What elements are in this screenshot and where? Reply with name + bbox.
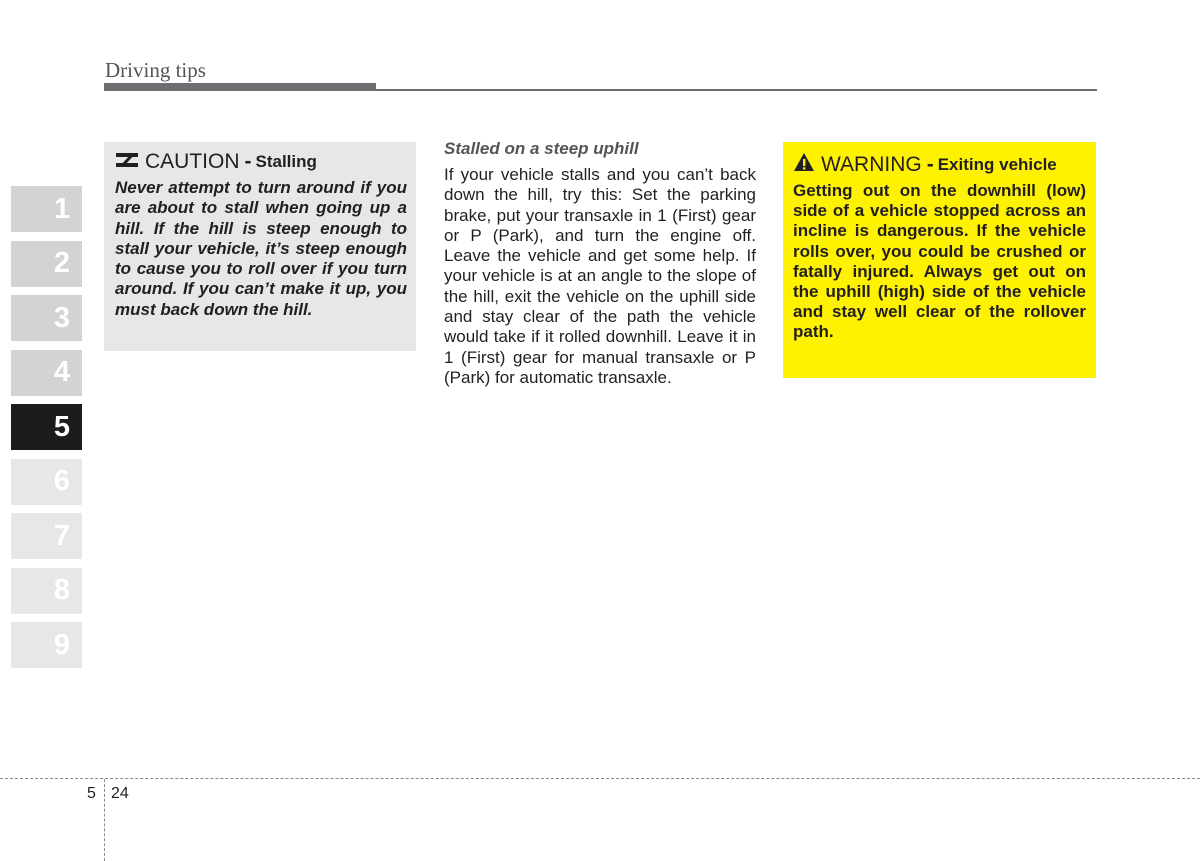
warning-box [783, 142, 1096, 378]
caution-heading [115, 150, 407, 174]
caution-separator: - [244, 150, 252, 173]
chapter-tab-7[interactable]: 7 [11, 513, 82, 559]
header-rule [104, 89, 1097, 91]
caution-box [104, 142, 416, 351]
chapter-tab-2[interactable]: 2 [11, 241, 82, 287]
chapter-tab-3[interactable]: 3 [11, 295, 82, 341]
footer-divider [0, 778, 1200, 779]
chapter-tab-4[interactable]: 4 [11, 350, 82, 396]
warning-text: Getting out on the downhill (low) side of a vehicle stopped across an incline is dangerous. If the vehicle rolls over, you could be crushed or fatally injured. Always get out on the uphill (high) side of the vehicle and stay well clear of the rollover path. [793, 181, 1086, 342]
section-body: If your vehicle stalls and you can’t back down the hill, try this: Set the parking brake, put your transaxle in 1 (First) gear or P (Park), and turn the engine off. Leave the vehicle and get some help. If your vehicle is at an angle to the slope of the hill, exit the vehicle on the uphill side and stay clear of the path the vehicle would take if it rolled downhill. Leave it in 1 (First) gear for manual transaxle or P (Park) for automatic transaxle. [444, 165, 756, 387]
footer-vertical-divider [104, 779, 105, 861]
warning-heading [793, 152, 1086, 177]
caution-icon [115, 151, 139, 174]
chapter-tab-9[interactable]: 9 [11, 622, 82, 668]
warning-label: WARNING [821, 152, 922, 176]
page-header-title: Driving tips [105, 58, 206, 82]
main-column [444, 139, 756, 388]
chapter-tabs [11, 186, 82, 677]
chapter-tab-5[interactable]: 5 [11, 404, 82, 450]
footer-page-number: 24 [111, 785, 129, 802]
caution-subject: Stalling [255, 152, 317, 171]
warning-subject: Exiting vehicle [937, 154, 1057, 174]
caution-text: Never attempt to turn around if you are about to stall when going up a hill. If the hill is steep enough to stall your vehicle, it’s steep enough to cause you to roll over if you turn around. If you can’t make it up, you must back down the hill. [115, 178, 407, 319]
footer-chapter-number: 5 [87, 785, 96, 802]
warning-separator: - [926, 152, 934, 176]
chapter-tab-1[interactable]: 1 [11, 186, 82, 232]
section-heading: Stalled on a steep uphill [444, 139, 639, 158]
caution-label: CAUTION [145, 150, 240, 173]
chapter-tab-8[interactable]: 8 [11, 568, 82, 614]
warning-triangle-icon [793, 152, 815, 177]
chapter-tab-6[interactable]: 6 [11, 459, 82, 505]
